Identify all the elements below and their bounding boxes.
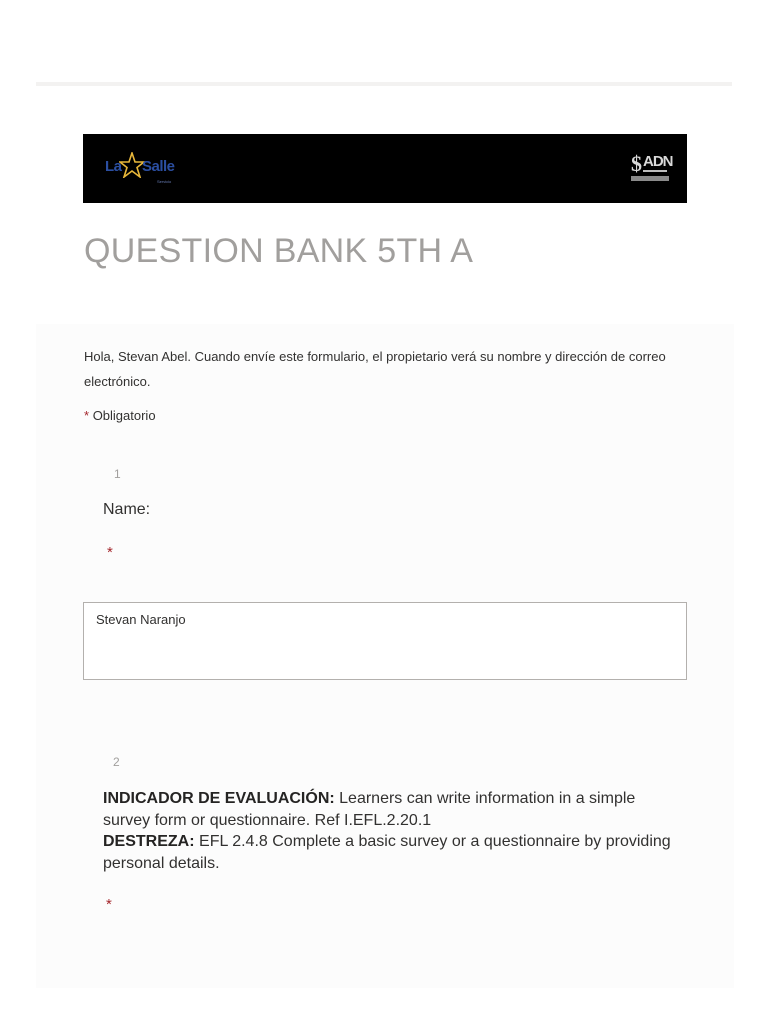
form-title: QUESTION BANK 5TH A xyxy=(84,232,474,270)
top-divider xyxy=(36,82,732,86)
indicator-title: INDICADOR DE EVALUACIÓN: xyxy=(103,790,335,807)
adn-logo-mark: $ xyxy=(631,151,642,176)
required-note xyxy=(84,408,156,423)
adn-logo xyxy=(631,149,671,187)
name-answer-field[interactable] xyxy=(83,602,687,680)
question-1-label: Name: xyxy=(103,501,151,518)
skill-text: EFL 2.4.8 Complete a basic survey or a questionnaire by providing personal details. xyxy=(103,833,671,872)
adn-logo-text: ADN xyxy=(643,153,673,170)
logo-subtext: Servicio xyxy=(157,179,172,184)
skill-title: DESTREZA: xyxy=(103,833,195,850)
owner-notice: Hola, Stevan Abel. Cuando envíe este formulario, el propietario verá su nombre y dirección de correo electrónico. xyxy=(84,349,666,389)
question-1-required-asterisk: * xyxy=(107,544,113,561)
adn-logo-bar xyxy=(631,176,669,181)
logo-text-la: La xyxy=(105,158,122,175)
header-banner xyxy=(83,134,687,203)
indicator-text: Learners can write information in a simple survey form or questionnaire. Ref I.EFL.2.20.1 xyxy=(103,790,636,829)
logo-text-salle: Salle xyxy=(142,158,175,175)
required-asterisk: * xyxy=(84,408,90,423)
name-answer-value: Stevan Naranjo xyxy=(96,612,186,627)
question-2-required-asterisk: * xyxy=(106,896,112,913)
adn-logo-line xyxy=(643,170,667,172)
question-2-number: 2 xyxy=(113,755,120,769)
lasalle-logo xyxy=(105,152,215,188)
required-label: Obligatorio xyxy=(92,408,156,423)
question-1-number: 1 xyxy=(114,467,121,481)
question-2-text xyxy=(103,788,683,874)
